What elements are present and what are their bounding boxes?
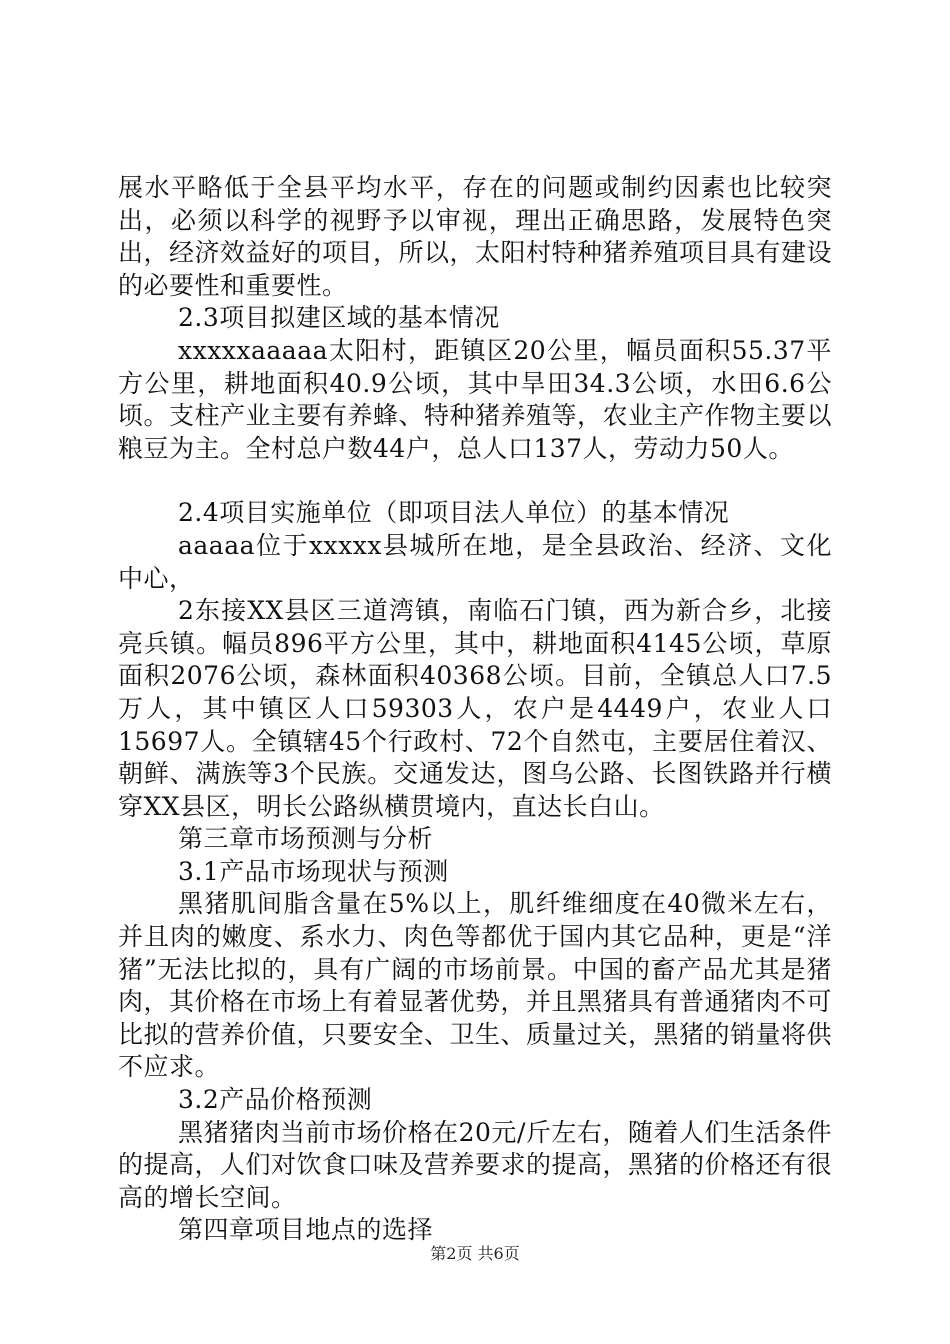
document-body [118,172,832,1247]
paragraph-unit-location: aaaaa位于xxxxx县城所在地，是全县政治、经济、文化中心， [118,530,832,593]
paragraph-town-info: 2东接XX县区三道湾镇，南临石门镇，西为新合乡，北接亮兵镇。幅员896平方公里，其中，耕地面积4145公顷，草原面积2076公顷，森林面积40368公顷。目前，全镇总人口7.5万人，其中镇区人口59303人，农户是4449户，农业人口15697人。全镇辖45个行政村、72个自然屯，主要居住着汉、朝鲜、满族等3个民族。交通发达，图乌公路、长图铁路并行横穿XX县区，明长公路纵横贯境内，直达长白山。 [118,596,832,821]
paragraph-village-info: xxxxxaaaaa太阳村，距镇区20公里，幅员面积55.37平方公里，耕地面积40.9公顷，其中旱田34.3公顷，水田6.6公顷。支柱产业主要有养蜂、特种猪养殖等，农业主产作物主要以粮豆为主。全村总户数44户，总人口137人，劳动力50人。 [118,335,833,463]
chapter-heading-4: 第四章项目地点的选择 [178,1215,434,1245]
chapter-heading-3: 第三章市场预测与分析 [178,824,434,854]
paragraph-continuation: 展水平略低于全县平均水平，存在的问题或制约因素也比较突出，必须以科学的视野予以审视，理出正确思路，发展特色突出，经济效益好的项目，所以，太阳村特种猪养殖项目具有建设的必要性和重要性。 [118,173,833,300]
section-heading-2-3: 2.3项目拟建区域的基本情况 [178,303,500,333]
section-heading-3-2: 3.2产品价格预测 [178,1085,373,1115]
page-footer: 第2页 共6页 [430,1244,520,1263]
section-heading-2-4: 2.4项目实施单位（即项目法人单位）的基本情况 [178,498,730,528]
section-heading-3-1: 3.1产品市场现状与预测 [178,856,449,886]
blank-line [118,465,832,497]
paragraph-price-forecast: 黑猪猪肉当前市场价格在20元/斤左右，随着人们生活条件的提高，人们对饮食口味及营养要求的提高，黑猪的价格还有很高的增长空间。 [118,1117,833,1212]
paragraph-market-status: 黑猪肌间脂含量在5%以上，肌纤维细度在40微米左右，并且肉的嫩度、系水力、肉色等都优于国内其它品种，更是“洋猪”无法比拟的，具有广阔的市场前景。中国的畜产品尤其是猪肉，其价格在市场上有着显著优势，并且黑猪具有普通猪肉不可比拟的营养价值，只要安全、卫生、质量过关，黑猪的销量将供不应求。 [118,889,833,1082]
